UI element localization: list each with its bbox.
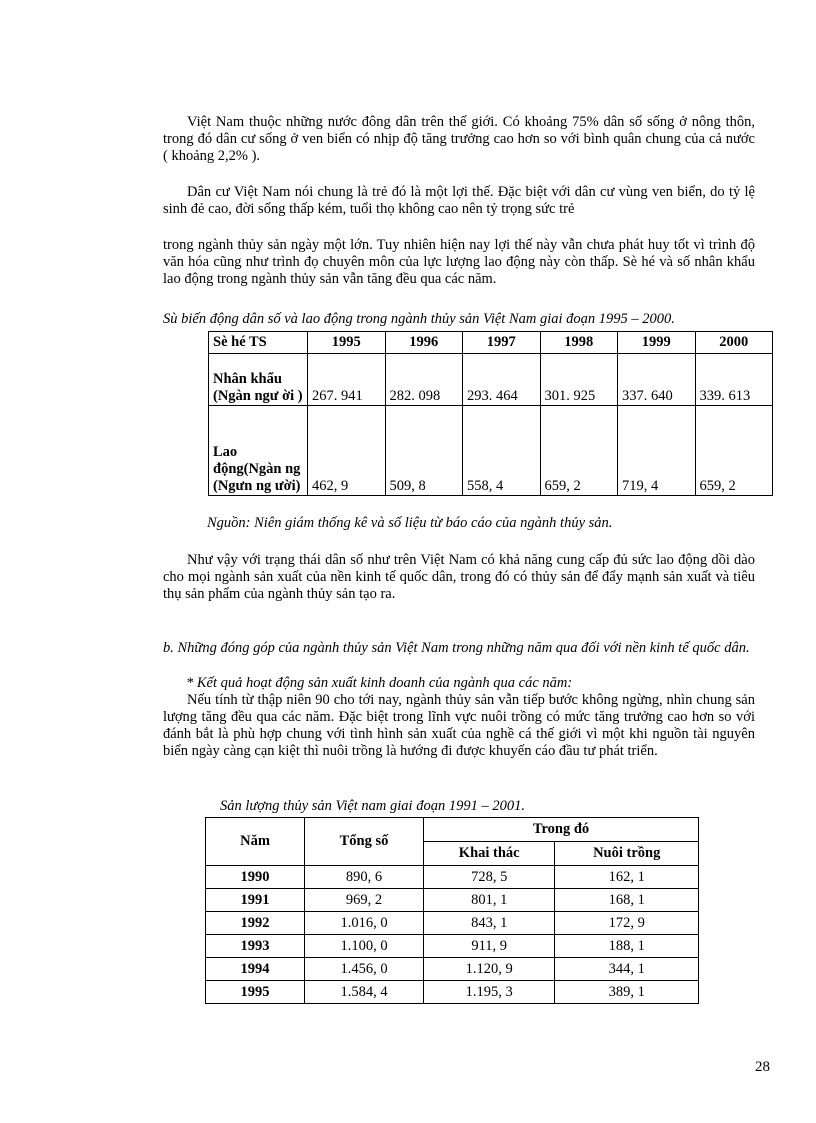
paragraph-labor-supply: Như vậy với trạng thái dân số như trên Việt Nam có khả năng cung cấp đủ sức lao động dồi dào cho mọi ngành sản xuất của nền kinh tế quốc dân, trong đó có thủy sản để đẩy mạnh sản xuất và tiêu thụ sản phẩm của ngành thủy sản tạo ra. — [163, 552, 755, 602]
subheading-results: * Kết quả hoạt động sản xuất kinh doanh của ngành qua các năm: — [186, 675, 573, 691]
table-cell: 1995 — [206, 981, 305, 1004]
table-header-cell: 2000 — [695, 332, 773, 354]
population-labor-table — [208, 331, 773, 496]
table-cell: 1.584, 4 — [305, 981, 424, 1004]
table-header-cell: Sè hé TS — [209, 332, 308, 354]
table-row — [206, 889, 699, 912]
table-cell: 558, 4 — [463, 406, 541, 496]
table-cell: 911, 9 — [424, 935, 555, 958]
table-cell: 462, 9 — [308, 406, 386, 496]
header-catch: Khai thác — [424, 842, 555, 866]
row-label-population: Nhân khẩu (Ngàn ngư ời ) — [209, 354, 308, 406]
table-cell: 389, 1 — [555, 981, 699, 1004]
table-cell: 1991 — [206, 889, 305, 912]
table-row — [206, 981, 699, 1004]
page-number: 28 — [755, 1059, 770, 1075]
table-cell: 1.100, 0 — [305, 935, 424, 958]
table-cell: 890, 6 — [305, 866, 424, 889]
header-year: Năm — [206, 818, 305, 866]
table-cell: 1990 — [206, 866, 305, 889]
header-total: Tổng số — [305, 818, 424, 866]
table-cell: 172, 9 — [555, 912, 699, 935]
table-row — [209, 406, 773, 496]
table-header-cell: 1995 — [308, 332, 386, 354]
table-cell: 509, 8 — [385, 406, 463, 496]
paragraph-production-growth: Nếu tính từ thập niên 90 cho tới nay, ngành thủy sản vẫn tiếp bước không ngừng, nhìn chung sản lượng tăng đều qua các năm. Đặc biệt trong lĩnh vực nuôi trồng có mức tăng trưởng cao hơn so với đánh bắt là phù hợp chung với tình hình sản xuất của nghề cá thế giới vì một khi nguồn tài nguyên biển ngày càng cạn kiệt thì nuôi trồng là hướng đi được khuyến cáo đầu tư phát triển. — [163, 692, 755, 759]
table-cell: 969, 2 — [305, 889, 424, 912]
table-cell: 282. 098 — [385, 354, 463, 406]
table-cell: 659, 2 — [540, 406, 618, 496]
table-cell: 301. 925 — [540, 354, 618, 406]
table-cell: 1994 — [206, 958, 305, 981]
table-cell: 162, 1 — [555, 866, 699, 889]
header-group: Trong đó — [424, 818, 699, 842]
table-cell: 659, 2 — [695, 406, 773, 496]
table1-caption: Sù biến động dân số và lao động trong ngành thủy sản Việt Nam giai đoạn 1995 – 2000. — [163, 311, 675, 327]
table-row — [206, 935, 699, 958]
table2-caption: Sản lượng thủy sản Việt nam giai đoạn 1991 – 2001. — [220, 798, 525, 814]
table-header-cell: 1997 — [463, 332, 541, 354]
table-cell: 1993 — [206, 935, 305, 958]
table-row — [209, 354, 773, 406]
table-cell: 1.195, 3 — [424, 981, 555, 1004]
table1-source: Nguồn: Niên giám thống kê và số liệu từ báo cáo của ngành thủy sản. — [207, 515, 613, 531]
table-header-cell: 1998 — [540, 332, 618, 354]
row-label-labor: Lao động(Ngàn ng (Ngưn ng ười) — [209, 406, 308, 496]
table-cell: 188, 1 — [555, 935, 699, 958]
table-row — [206, 912, 699, 935]
table-cell: 168, 1 — [555, 889, 699, 912]
table-cell: 728, 5 — [424, 866, 555, 889]
table-cell: 801, 1 — [424, 889, 555, 912]
paragraph-labor-advantage: trong ngành thủy sản ngày một lớn. Tuy nhiên hiện nay lợi thế này vẫn chưa phát huy tốt vì trình độ văn hóa cũng như trình đọ chuyên môn của lực lượng lao động này còn thấp. Sè hé và số nhân khẩu lao động trong ngành thủy sản vẫn tăng đều qua các năm. — [163, 237, 755, 287]
table-header-row — [209, 332, 773, 354]
section-heading-b: b. Những đóng góp của ngành thủy sản Việt Nam trong những năm qua đối với nền kinh tế quốc dân. — [163, 640, 750, 656]
table-cell: 337. 640 — [618, 354, 696, 406]
table-cell: 1.120, 9 — [424, 958, 555, 981]
fishery-output-table — [205, 817, 699, 1004]
table-header-row — [206, 818, 699, 842]
table-cell: 843, 1 — [424, 912, 555, 935]
table-cell: 267. 941 — [308, 354, 386, 406]
table-header-cell: 1996 — [385, 332, 463, 354]
header-farming: Nuôi trồng — [555, 842, 699, 866]
table-row — [206, 866, 699, 889]
paragraph-young-population: Dân cư Việt Nam nói chung là trẻ đó là một lợi thế. Đặc biệt với dân cư vùng ven biển, do tỷ lệ sinh đẻ cao, đời sống thấp kém, tuổi thọ không cao nên tỷ trọng sức trẻ — [163, 184, 755, 217]
paragraph-population: Việt Nam thuộc những nước đông dân trên thế giới. Có khoảng 75% dân số sống ở nông thôn, trong đó dân cư sống ở ven biển có nhịp độ tăng trưởng cao hơn so với bình quân chung của cả nước ( khoảng 2,2% ). — [163, 114, 755, 164]
table-cell: 344, 1 — [555, 958, 699, 981]
table-row — [206, 958, 699, 981]
table-cell: 1.016, 0 — [305, 912, 424, 935]
table-cell: 1992 — [206, 912, 305, 935]
table-cell: 293. 464 — [463, 354, 541, 406]
table-cell: 339. 613 — [695, 354, 773, 406]
table-header-cell: 1999 — [618, 332, 696, 354]
table-cell: 719, 4 — [618, 406, 696, 496]
table-cell: 1.456, 0 — [305, 958, 424, 981]
